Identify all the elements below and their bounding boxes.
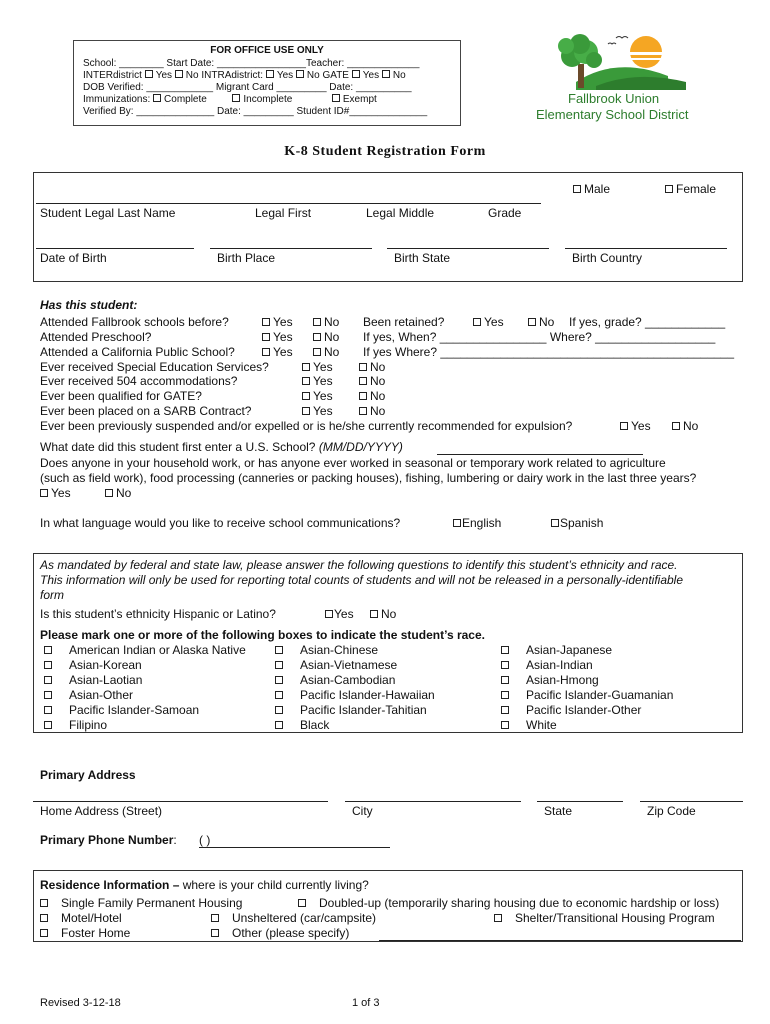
q4-yes[interactable]: Yes bbox=[302, 360, 333, 374]
office-title: FOR OFFICE USE ONLY bbox=[210, 45, 324, 56]
race-option[interactable] bbox=[275, 673, 435, 688]
california-where-field[interactable]: If yes Where? ____________________________________________ bbox=[363, 345, 735, 359]
q-gate: Ever been qualified for GATE? bbox=[40, 389, 202, 403]
female-checkbox[interactable] bbox=[665, 185, 673, 193]
race-label: Pacific Islander-Other bbox=[526, 703, 642, 717]
q1-no[interactable]: No bbox=[313, 315, 339, 329]
q-sarb: Ever been placed on a SARB Contract? bbox=[40, 404, 252, 418]
q-suspended: Ever been previously suspended and/or expelled or is he/she currently recommended for expulsion? bbox=[40, 419, 573, 433]
label-last-name: Student Legal Last Name bbox=[40, 206, 176, 220]
gate-yes-checkbox[interactable] bbox=[352, 70, 360, 78]
street-input-line[interactable] bbox=[33, 801, 328, 802]
phone-label: Primary Phone Number: bbox=[40, 833, 177, 847]
race-column-3 bbox=[501, 643, 673, 733]
q2-no[interactable]: No bbox=[313, 330, 339, 344]
office-use-box bbox=[73, 40, 461, 126]
form-title: K-8 Student Registration Form bbox=[284, 144, 486, 159]
residence-single-family[interactable]: Single Family Permanent Housing bbox=[40, 896, 242, 910]
race-label: Pacific Islander-Tahitian bbox=[300, 703, 427, 717]
q-retained: Been retained? bbox=[363, 315, 445, 329]
race-checkbox[interactable] bbox=[501, 706, 509, 714]
q6-yes[interactable]: Yes bbox=[302, 389, 333, 403]
race-checkbox[interactable] bbox=[44, 676, 52, 684]
race-column-2 bbox=[275, 643, 435, 733]
office-row-immunizations: Immunizations: Complete Incomplete Exempt bbox=[83, 94, 377, 105]
q7-yes[interactable]: Yes bbox=[302, 404, 333, 418]
race-option[interactable] bbox=[275, 718, 435, 733]
race-option[interactable] bbox=[44, 703, 246, 718]
race-label: Asian-Japanese bbox=[526, 643, 613, 657]
hispanic-no[interactable]: No bbox=[370, 607, 396, 621]
retained-grade-field[interactable]: If yes, grade? ____________ bbox=[569, 315, 726, 329]
office-row-verified: Verified By: ______________ Date: _________ Student ID#______________ bbox=[83, 106, 428, 117]
race-option[interactable] bbox=[44, 688, 246, 703]
language-english[interactable]: English bbox=[453, 516, 501, 530]
race-option[interactable] bbox=[501, 643, 673, 658]
immunization-incomplete-checkbox[interactable] bbox=[232, 94, 240, 102]
office-row-district: INTERdistrict Yes No INTRAdistrict: Yes No GATE Yes No bbox=[83, 70, 406, 81]
tree-sun-logo-icon bbox=[536, 30, 716, 92]
race-option[interactable] bbox=[275, 688, 435, 703]
q3-no[interactable]: No bbox=[313, 345, 339, 359]
label-city: City bbox=[352, 804, 373, 818]
race-label: Asian-Indian bbox=[526, 658, 593, 672]
label-birth-country: Birth Country bbox=[572, 251, 643, 265]
city-input-line[interactable] bbox=[345, 801, 521, 802]
race-label: Asian-Laotian bbox=[69, 673, 143, 687]
race-checkbox[interactable] bbox=[501, 661, 509, 669]
race-option[interactable] bbox=[275, 643, 435, 658]
race-label: American Indian or Alaska Native bbox=[69, 643, 246, 657]
residence-other[interactable]: Other (please specify) bbox=[211, 926, 349, 940]
race-checkbox[interactable] bbox=[275, 706, 283, 714]
residence-heading: Residence Information – where is your child currently living? bbox=[40, 878, 369, 892]
agriculture-q-line1: Does anyone in your household work, or has anyone ever worked in seasonal or temporary work related to agriculture bbox=[40, 456, 666, 470]
immunization-exempt-checkbox[interactable] bbox=[332, 94, 340, 102]
race-option[interactable] bbox=[501, 718, 673, 733]
label-birth-state: Birth State bbox=[394, 251, 451, 265]
q-california: Attended a California Public School? bbox=[40, 345, 235, 359]
race-checkbox[interactable] bbox=[501, 691, 509, 699]
ethnicity-intro-2: This information will only be used for reporting total counts of students and will not be released in a personally-identifiable bbox=[40, 573, 684, 587]
race-label: Pacific Islander-Guamanian bbox=[526, 688, 674, 702]
retained-no[interactable]: No bbox=[528, 315, 554, 329]
label-street: Home Address (Street) bbox=[40, 804, 163, 818]
phone-input-line[interactable] bbox=[199, 847, 390, 848]
birth-state-input-line[interactable] bbox=[387, 248, 549, 249]
name-input-line[interactable] bbox=[36, 203, 541, 204]
race-checkbox[interactable] bbox=[275, 721, 283, 729]
preschool-when-where-field[interactable]: If yes, When? ________________ Where? __________________ bbox=[363, 330, 716, 344]
label-dob: Date of Birth bbox=[40, 251, 107, 265]
birth-country-input-line[interactable] bbox=[565, 248, 727, 249]
q-special-ed: Ever received Special Education Services? bbox=[40, 360, 269, 374]
residence-other-input-line[interactable] bbox=[379, 940, 741, 941]
office-row-dob: DOB Verified: ____________ Migrant Card _________ Date: __________ bbox=[83, 82, 412, 93]
gate-no-checkbox[interactable] bbox=[382, 70, 390, 78]
agriculture-no[interactable]: No bbox=[105, 486, 131, 500]
hispanic-question: Is this student’s ethnicity Hispanic or Latino? bbox=[40, 607, 276, 621]
label-state: State bbox=[544, 804, 573, 818]
zip-input-line[interactable] bbox=[640, 801, 743, 802]
retained-yes[interactable]: Yes bbox=[473, 315, 504, 329]
ethnicity-intro-3: form bbox=[40, 588, 64, 602]
office-row-school: School: ________ Start Date: ________________Teacher: _____________ bbox=[83, 58, 420, 69]
male-checkbox[interactable] bbox=[573, 185, 581, 193]
race-checkbox[interactable] bbox=[275, 646, 283, 654]
residence-foster[interactable]: Foster Home bbox=[40, 926, 130, 940]
race-checkbox[interactable] bbox=[275, 676, 283, 684]
race-checkbox[interactable] bbox=[501, 721, 509, 729]
race-label: White bbox=[526, 718, 557, 732]
dob-input-line[interactable] bbox=[36, 248, 194, 249]
race-checkbox[interactable] bbox=[44, 691, 52, 699]
race-label: Asian-Korean bbox=[69, 658, 142, 672]
q-504: Ever received 504 accommodations? bbox=[40, 374, 238, 388]
race-option[interactable] bbox=[44, 643, 246, 658]
race-checkbox[interactable] bbox=[275, 661, 283, 669]
race-checkbox[interactable] bbox=[44, 661, 52, 669]
history-heading: Has this student: bbox=[40, 298, 138, 312]
race-option[interactable] bbox=[501, 688, 673, 703]
intradistrict-yes-checkbox[interactable] bbox=[266, 70, 274, 78]
race-checkbox[interactable] bbox=[44, 646, 52, 654]
gender-male-option[interactable]: Male bbox=[573, 182, 610, 196]
phone-area-code[interactable]: ( ) bbox=[199, 833, 211, 847]
state-input-line[interactable] bbox=[537, 801, 623, 802]
race-option[interactable] bbox=[275, 703, 435, 718]
race-label: Asian-Chinese bbox=[300, 643, 379, 657]
q4-no[interactable]: No bbox=[359, 360, 385, 374]
ethnicity-intro-1: As mandated by federal and state law, please answer the following questions to identify this student’s ethnicity and race. bbox=[40, 558, 678, 572]
logo-line1: Fallbrook Union bbox=[568, 91, 660, 106]
label-grade: Grade bbox=[488, 206, 522, 220]
q2-yes[interactable]: Yes bbox=[262, 330, 293, 344]
q8-yes[interactable]: Yes bbox=[620, 419, 651, 433]
race-label: Black bbox=[300, 718, 330, 732]
q3-yes[interactable]: Yes bbox=[262, 345, 293, 359]
label-zip: Zip Code bbox=[647, 804, 696, 818]
race-column-1 bbox=[44, 643, 246, 733]
race-checkbox[interactable] bbox=[44, 721, 52, 729]
page-number: 1 of 3 bbox=[352, 997, 380, 1009]
language-question: In what language would you like to receive school communications? bbox=[40, 516, 401, 530]
race-checkbox[interactable] bbox=[501, 646, 509, 654]
us-school-date-input[interactable] bbox=[437, 454, 643, 455]
q-preschool: Attended Preschool? bbox=[40, 330, 152, 344]
q8-no[interactable]: No bbox=[672, 419, 698, 433]
agriculture-q-line2: (such as field work), food processing (canneries or packing houses), fishing, lumbering or dairy work in the last three years? bbox=[40, 471, 697, 485]
intradistrict-no-checkbox[interactable] bbox=[296, 70, 304, 78]
race-option[interactable] bbox=[44, 658, 246, 673]
q6-no[interactable]: No bbox=[359, 389, 385, 403]
residence-doubled-up[interactable]: Doubled-up (temporarily sharing housing due to economic hardship or loss) bbox=[298, 896, 719, 910]
race-heading: Please mark one or more of the following boxes to indicate the student’s race. bbox=[40, 628, 485, 642]
race-label: Asian-Hmong bbox=[526, 673, 599, 687]
residence-unsheltered[interactable]: Unsheltered (car/campsite) bbox=[211, 911, 376, 925]
race-label: Asian-Vietnamese bbox=[300, 658, 398, 672]
label-first-name: Legal First bbox=[255, 206, 312, 220]
race-option[interactable] bbox=[501, 658, 673, 673]
race-option[interactable] bbox=[44, 673, 246, 688]
race-checkbox[interactable] bbox=[44, 706, 52, 714]
race-option[interactable] bbox=[501, 703, 673, 718]
race-checkbox[interactable] bbox=[275, 691, 283, 699]
race-label: Asian-Cambodian bbox=[300, 673, 396, 687]
interdistrict-yes-checkbox[interactable] bbox=[145, 70, 153, 78]
race-option[interactable] bbox=[501, 673, 673, 688]
race-label: Pacific Islander-Hawaiian bbox=[300, 688, 435, 702]
race-option[interactable] bbox=[44, 718, 246, 733]
hispanic-yes[interactable]: Yes bbox=[325, 607, 354, 621]
address-heading: Primary Address bbox=[40, 768, 136, 782]
revised-date: Revised 3-12-18 bbox=[40, 997, 121, 1009]
race-label: Asian-Other bbox=[69, 688, 134, 702]
race-option[interactable] bbox=[275, 658, 435, 673]
q5-yes[interactable]: Yes bbox=[302, 374, 333, 388]
gender-female-option[interactable]: Female bbox=[665, 182, 716, 196]
immunization-complete-checkbox[interactable] bbox=[153, 94, 161, 102]
birth-place-input-line[interactable] bbox=[210, 248, 372, 249]
race-checkbox[interactable] bbox=[501, 676, 509, 684]
agriculture-yes[interactable]: Yes bbox=[40, 486, 71, 500]
q1-yes[interactable]: Yes bbox=[262, 315, 293, 329]
q-fallbrook: Attended Fallbrook schools before? bbox=[40, 315, 229, 329]
us-school-question: What date did this student first enter a U.S. School? (MM/DD/YYYY) bbox=[40, 440, 403, 454]
label-birth-place: Birth Place bbox=[217, 251, 276, 265]
residence-shelter[interactable]: Shelter/Transitional Housing Program bbox=[494, 911, 715, 925]
race-label: Pacific Islander-Samoan bbox=[69, 703, 200, 717]
logo-line2: Elementary School District bbox=[536, 107, 689, 122]
interdistrict-no-checkbox[interactable] bbox=[175, 70, 183, 78]
race-label: Filipino bbox=[69, 718, 108, 732]
label-middle-name: Legal Middle bbox=[366, 206, 435, 220]
student-info-section bbox=[33, 172, 743, 282]
language-spanish[interactable]: Spanish bbox=[551, 516, 603, 530]
q7-no[interactable]: No bbox=[359, 404, 385, 418]
residence-motel[interactable]: Motel/Hotel bbox=[40, 911, 122, 925]
district-logo bbox=[536, 30, 716, 125]
q5-no[interactable]: No bbox=[359, 374, 385, 388]
